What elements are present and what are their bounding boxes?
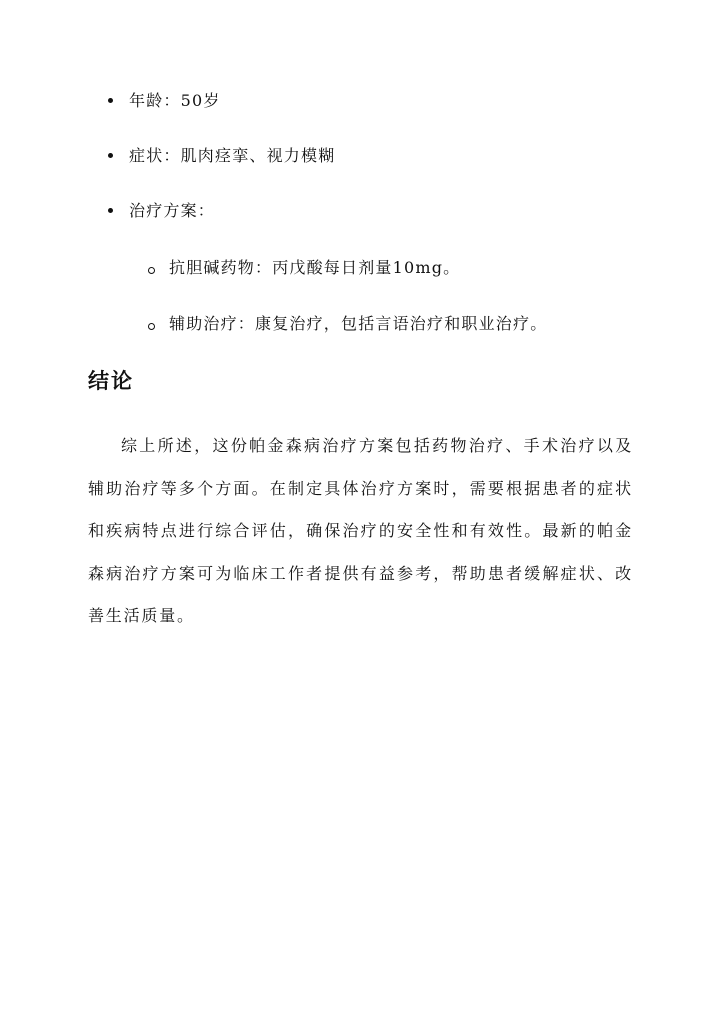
sub-list-item-text: 抗胆碱药物：丙戊酸每日剂量10mg。 <box>169 258 461 277</box>
sub-list-item-adjunct-therapy <box>148 309 547 339</box>
list-item-age <box>108 86 221 116</box>
list-item-text: 年龄：50岁 <box>129 91 221 110</box>
bullet-dot-icon <box>108 208 113 213</box>
sub-list-item-text: 辅助治疗：康复治疗，包括言语治疗和职业治疗。 <box>169 314 548 333</box>
circle-bullet-icon <box>148 267 155 274</box>
conclusion-paragraph: 综上所述，这份帕金森病治疗方案包括药物治疗、手术治疗以及辅助治疗等多个方面。在制定具体治疗方案时，需要根据患者的症状和疾病特点进行综合评估，确保治疗的安全性和有效性。最新的帕金森病治疗方案可为临床工作者提供有益参考，帮助患者缓解症状、改善生活质量。 <box>88 436 633 626</box>
list-item-text: 治疗方案： <box>129 201 216 220</box>
bullet-dot-icon <box>108 153 113 158</box>
list-item-symptoms <box>108 141 335 171</box>
circle-bullet-icon <box>148 323 155 330</box>
sub-list-item-medication <box>148 253 460 283</box>
bullet-dot-icon <box>108 98 113 103</box>
list-item-treatment <box>108 196 215 226</box>
list-item-text: 症状：肌肉痉挛、视力模糊 <box>129 146 336 165</box>
section-heading-conclusion: 结论 <box>88 369 134 393</box>
